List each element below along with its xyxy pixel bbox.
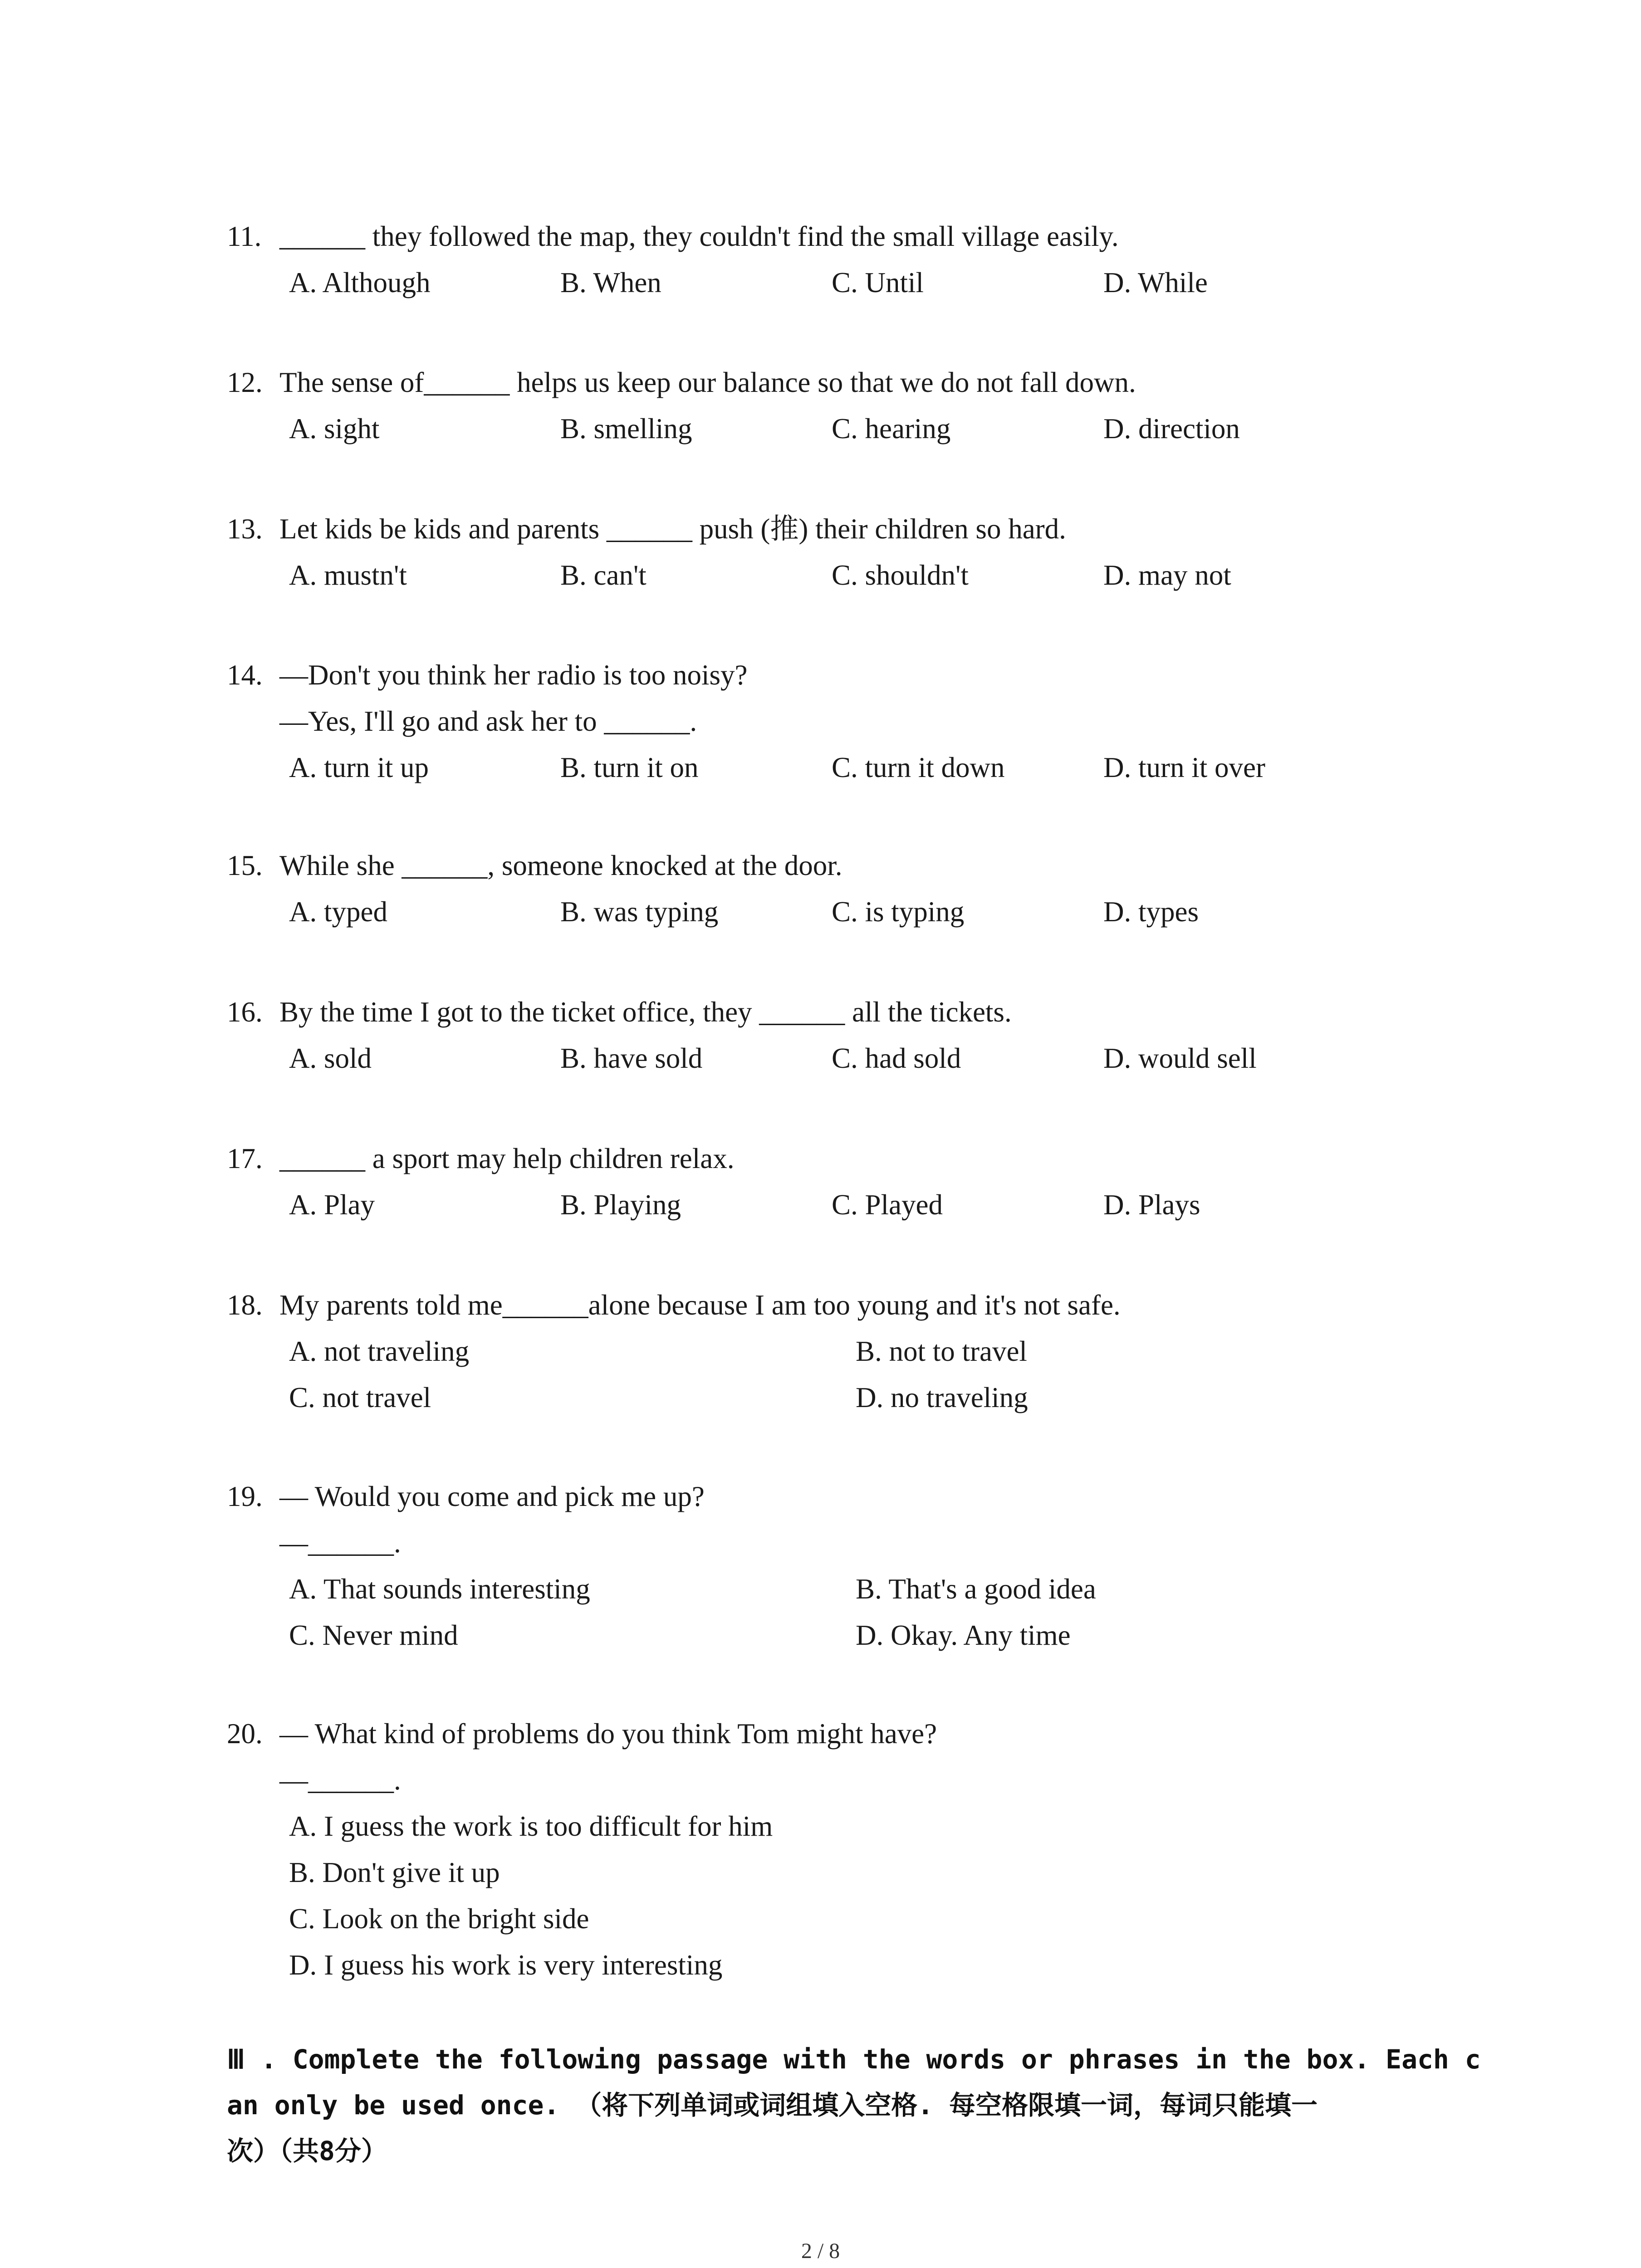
answer-option: A. Play — [289, 1189, 375, 1221]
answer-option: D. Okay. Any time — [856, 1619, 1071, 1651]
options-row — [227, 1566, 1474, 1612]
question-stem-line — [227, 1135, 1474, 1182]
question-stem-line — [227, 1757, 1474, 1803]
answer-option: B. Don't give it up — [289, 1857, 500, 1888]
options-row — [227, 1182, 1474, 1228]
answer-option: B. That's a good idea — [856, 1573, 1096, 1605]
answer-option: C. is typing — [832, 896, 965, 928]
question-stem-line — [227, 506, 1474, 552]
answer-option: B. was typing — [560, 896, 719, 928]
answer-option: C. Never mind — [289, 1619, 458, 1651]
options-row — [227, 259, 1474, 306]
question-text: —Don't you think her radio is too noisy? — [279, 659, 748, 691]
answer-option: B. smelling — [560, 413, 692, 445]
question-number: 11. — [227, 220, 262, 252]
question-stem-line — [227, 698, 1474, 744]
question-number: 18. — [227, 1289, 263, 1321]
answer-option: A. That sounds interesting — [289, 1573, 590, 1605]
section-heading-line: 次）（共8分） — [227, 2136, 387, 2166]
section-heading-line: Ⅲ . Complete the following passage with the words or phrases in the box. Each c — [227, 2044, 1481, 2075]
question-number: 16. — [227, 996, 263, 1028]
options-row — [227, 552, 1474, 598]
options-row — [227, 1328, 1474, 1374]
section-heading-line: an only be used once. （将下列单词或词组填入空格. 每空格限填一词，每词只能填一 — [227, 2090, 1318, 2121]
question-number: 13. — [227, 513, 263, 545]
options-row — [227, 1849, 1474, 1896]
answer-option: A. turn it up — [289, 752, 429, 783]
answer-option: C. shouldn't — [832, 559, 969, 591]
answer-option: D. direction — [1103, 413, 1240, 445]
answer-option: A. sold — [289, 1042, 372, 1074]
options-row — [227, 1612, 1474, 1658]
question-item — [227, 989, 1474, 1081]
question-text: — Would you come and pick me up? — [279, 1481, 705, 1512]
options-row — [227, 1942, 1474, 1988]
answer-option: D. no traveling — [856, 1382, 1028, 1413]
section-heading — [227, 2037, 1479, 2174]
question-text: By the time I got to the ticket office, they ______ all the tickets. — [279, 996, 1012, 1028]
options-row — [227, 1896, 1474, 1942]
question-number: 17. — [227, 1143, 263, 1174]
answer-option: C. turn it down — [832, 752, 1005, 783]
answer-option: A. Although — [289, 267, 431, 298]
question-text: —Yes, I'll go and ask her to ______. — [279, 705, 697, 737]
question-item — [227, 213, 1474, 306]
options-row — [227, 744, 1474, 791]
question-text: — What kind of problems do you think Tom might have? — [279, 1718, 937, 1750]
question-stem-line — [227, 842, 1474, 889]
question-number: 12. — [227, 367, 263, 398]
question-item — [227, 506, 1474, 598]
options-row — [227, 1374, 1474, 1421]
answer-option: C. Until — [832, 267, 924, 298]
answer-option: A. sight — [289, 413, 380, 445]
question-text: The sense of______ helps us keep our balance so that we do not fall down. — [279, 367, 1136, 398]
question-text: While she ______, someone knocked at the door. — [279, 850, 843, 881]
answer-option: C. not travel — [289, 1382, 431, 1413]
question-number: 14. — [227, 659, 263, 691]
answer-option: A. mustn't — [289, 559, 407, 591]
question-item — [227, 1473, 1474, 1658]
options-row — [227, 1035, 1474, 1081]
answer-option: C. Played — [832, 1189, 943, 1221]
answer-option: A. typed — [289, 896, 387, 928]
answer-option: D. would sell — [1103, 1042, 1257, 1074]
answer-option: B. When — [560, 267, 661, 298]
answer-option: C. had sold — [832, 1042, 961, 1074]
question-text: My parents told me______alone because I am too young and it's not safe. — [279, 1289, 1121, 1321]
question-stem-line — [227, 1473, 1474, 1520]
question-text: ______ a sport may help children relax. — [279, 1143, 735, 1174]
question-text: —______. — [279, 1527, 401, 1559]
question-item — [227, 1282, 1474, 1421]
answer-option: C. hearing — [832, 413, 951, 445]
question-text: ______ they followed the map, they couldn't find the small village easily. — [279, 220, 1119, 252]
question-item — [227, 359, 1474, 452]
question-text: Let kids be kids and parents ______ push (推) their children so hard. — [279, 513, 1066, 545]
options-row — [227, 406, 1474, 452]
answer-option: D. types — [1103, 896, 1199, 928]
answer-option: B. have sold — [560, 1042, 703, 1074]
question-stem-line — [227, 359, 1474, 406]
answer-option: D. While — [1103, 267, 1208, 298]
question-item — [227, 652, 1474, 791]
answer-option: C. Look on the bright side — [289, 1903, 589, 1935]
answer-option: B. not to travel — [856, 1335, 1027, 1367]
page-number: 2 / 8 — [801, 2239, 840, 2263]
question-stem-line — [227, 652, 1474, 698]
question-item — [227, 842, 1474, 935]
answer-option: D. I guess his work is very interesting — [289, 1949, 723, 1981]
answer-option: B. turn it on — [560, 752, 699, 783]
answer-option: B. can't — [560, 559, 647, 591]
question-number: 20. — [227, 1718, 263, 1750]
answer-option: D. turn it over — [1103, 752, 1265, 783]
options-row — [227, 889, 1474, 935]
question-stem-line — [227, 1711, 1474, 1757]
question-item — [227, 1711, 1474, 1988]
answer-option: B. Playing — [560, 1189, 681, 1221]
question-stem-line — [227, 213, 1474, 259]
options-row — [227, 1803, 1474, 1849]
question-stem-line — [227, 1282, 1474, 1328]
question-stem-line — [227, 1520, 1474, 1566]
question-stem-line — [227, 989, 1474, 1035]
question-number: 19. — [227, 1481, 263, 1512]
answer-option: A. I guess the work is too difficult for him — [289, 1810, 773, 1842]
question-item — [227, 1135, 1474, 1228]
answer-option: D. Plays — [1103, 1189, 1200, 1221]
question-text: —______. — [279, 1764, 401, 1796]
answer-option: D. may not — [1103, 559, 1231, 591]
question-number: 15. — [227, 850, 263, 881]
answer-option: A. not traveling — [289, 1335, 470, 1367]
